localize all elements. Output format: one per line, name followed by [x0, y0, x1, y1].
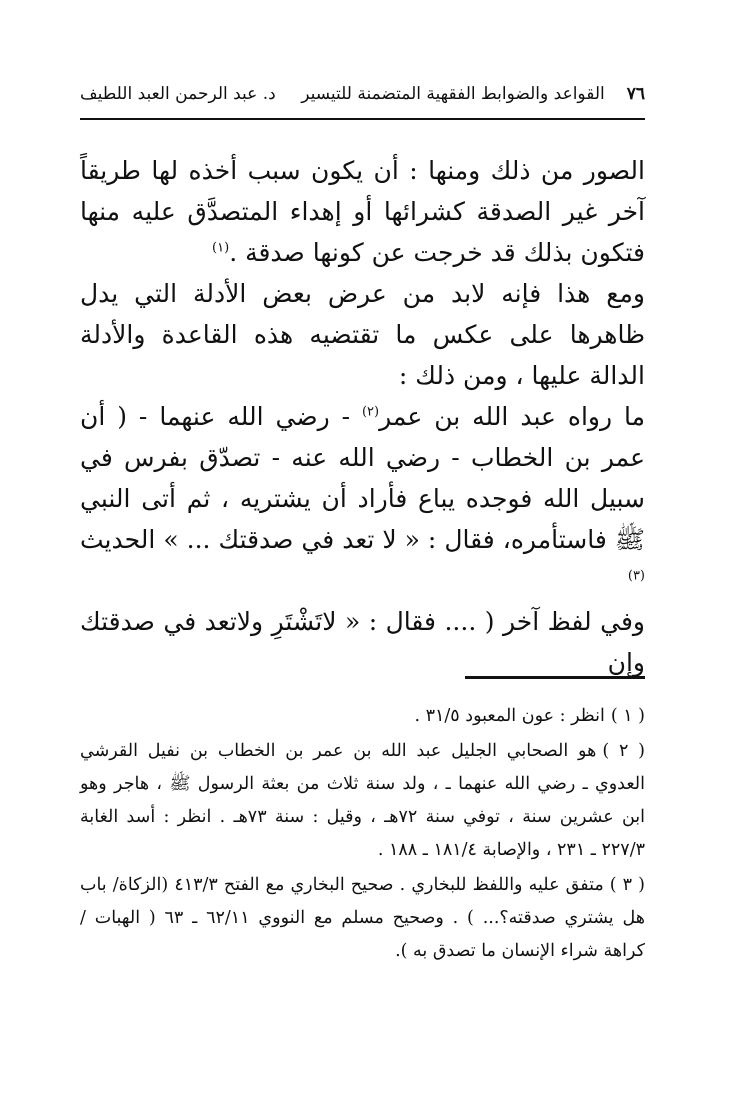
- footnote-number: ( ٢ ): [602, 741, 646, 761]
- paragraph-text: ما رواه عبد الله بن عمر: [379, 402, 645, 431]
- footnote: [80, 869, 645, 968]
- paragraph-text: الصور من ذلك ومنها : أن يكون سبب أخذه لها طريقاً آخر غير الصدقة كشرائها أو إهداء المتصدَّق عليه منها فتكون بذلك قد خرجت عن كونها صدقة .: [80, 156, 645, 267]
- footnote-text: متفق عليه واللفظ للبخاري . صحيح البخاري مع الفتح ٤١٣/٣ (الزكاة/ باب هل يشتري صدقته؟... ) . وصحيح مسلم مع النووي ٦٢/١١ ـ ٦٣ ( الهبات / كراهة شراء الإنسان ما تصدق به ).: [80, 875, 645, 961]
- footnote-reference: (٢): [361, 404, 380, 420]
- paragraph-text: - رضي الله عنهما - ( أن عمر بن الخطاب - رضي الله عنه - تصدّق بفرس في سبيل الله فوجده يباع فأراد أن يشتريه ، ثم أتى النبي ﷺ فاستأمره، فقال : « لا تعد في صدقتك ... » الحديث: [80, 402, 645, 554]
- footnote-number: ( ١ ): [610, 706, 645, 726]
- footnote: [80, 735, 645, 867]
- paragraph-text: ومع هذا فإنه لابد من عرض بعض الأدلة التي يدل ظاهرها على عكس ما تقتضيه هذه القاعدة والأدلة الدالة عليها ، ومن ذلك :: [80, 279, 646, 390]
- footnote-text: انظر : عون المعبود ٣١/٥ .: [414, 706, 605, 726]
- footnote-number: ( ٣ ): [609, 875, 646, 895]
- author-name: د. عبد الرحمن العبد اللطيف: [80, 84, 276, 104]
- main-text: [80, 150, 645, 683]
- footnote-reference: (٣): [627, 568, 645, 584]
- footnotes: [80, 700, 645, 970]
- header-divider: [80, 118, 645, 120]
- footnote-divider: [465, 676, 645, 679]
- footnote-text: هو الصحابي الجليل عبد الله بن عمر بن الخطاب بن نفيل القرشي العدوي ـ رضي الله عنهما ـ ، ولد سنة ثلاث من بعثة الرسول ﷺ ، هاجر وهو ابن عشرين سنة ، توفي سنة ٧٢هـ ، وقيل : سنة ٧٣هـ . انظر : أسد الغابة ٢٢٧/٣ ـ ٢٣١ ، والإصابة ١٨١/٤ ـ ١٨٨ .: [80, 741, 645, 860]
- paragraph-text: وفي لفظ آخر ( .... فقال : « لاتَشْتَرِ ولاتعد في صدقتك وإن: [80, 607, 645, 677]
- running-title: القواعد والضوابط الفقهية المتضمنة للتيسير: [301, 84, 605, 104]
- page-header: [80, 78, 645, 110]
- paragraph: [80, 601, 645, 683]
- paragraph: [80, 396, 645, 601]
- footnote-reference: (١): [212, 240, 230, 256]
- paragraph: [80, 150, 645, 273]
- page-number: ٧٦: [626, 84, 645, 104]
- footnote: [80, 700, 645, 733]
- paragraph: [80, 273, 645, 396]
